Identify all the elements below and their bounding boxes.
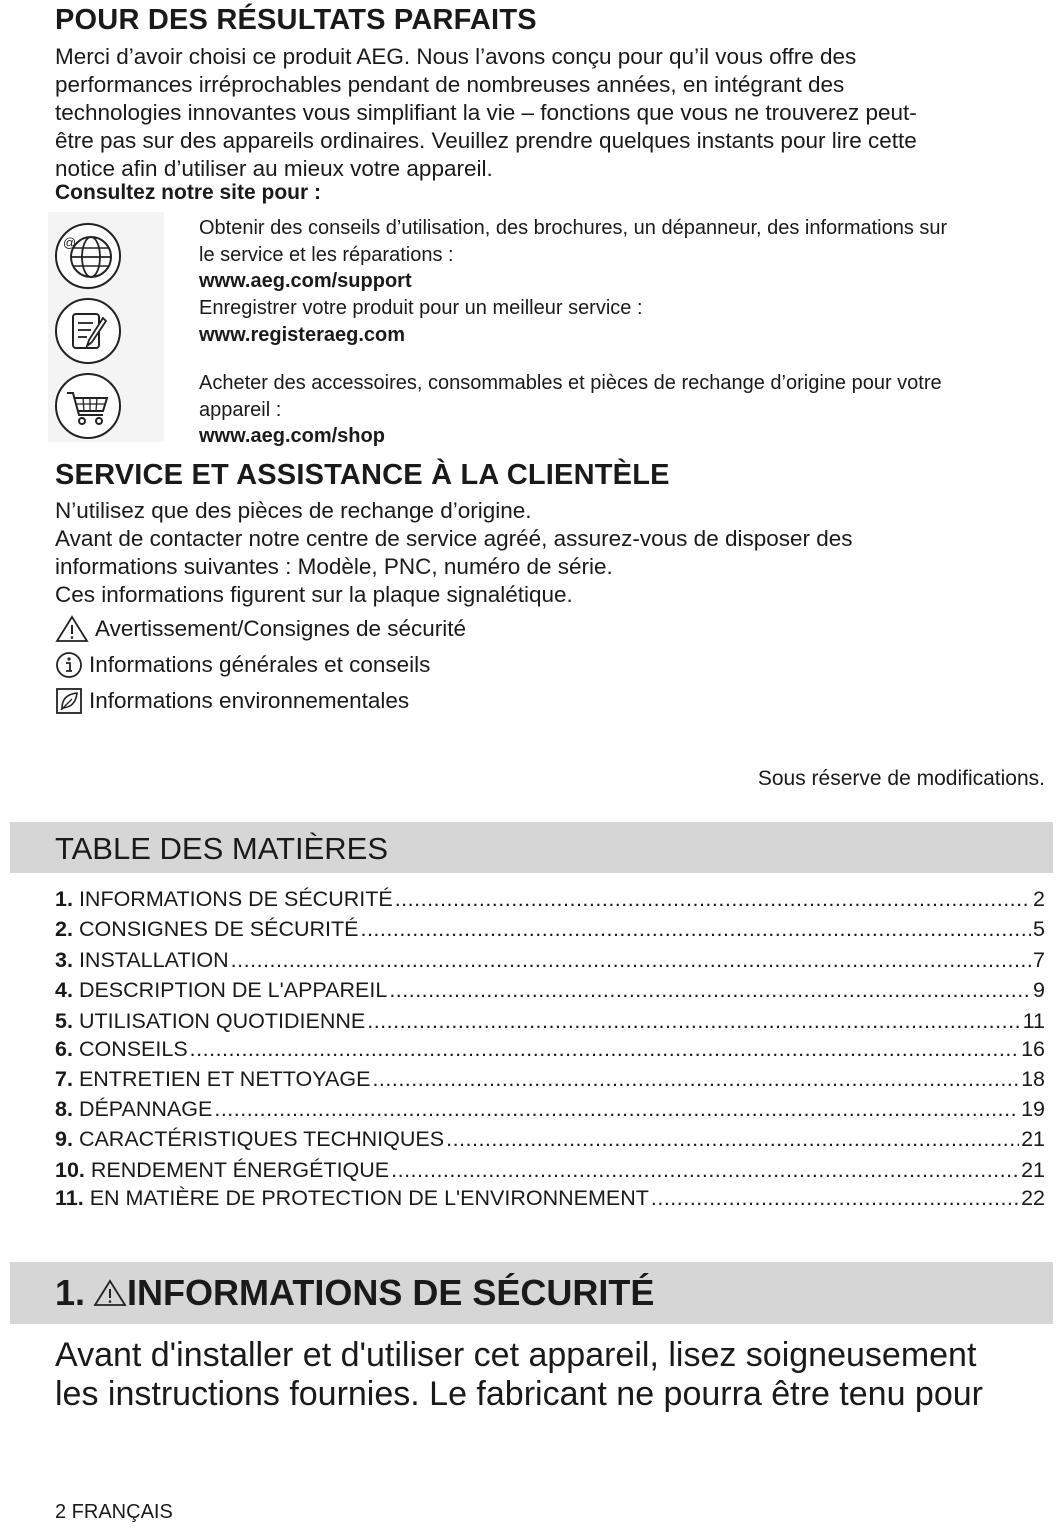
- toc-entry-number: 5.: [55, 1009, 73, 1033]
- toc-entry-title: DÉPANNAGE: [78, 1097, 213, 1121]
- toc-entry-page: 11: [1022, 1009, 1045, 1033]
- symbol-label: Informations générales et conseils: [89, 652, 431, 677]
- toc-leader-dots: [389, 978, 1031, 1003]
- toc-entry-title: INFORMATIONS DE SÉCURITÉ: [78, 887, 393, 911]
- toc-entry-title: INSTALLATION: [78, 948, 229, 972]
- toc-entry[interactable]: [55, 1037, 1045, 1065]
- symbol-label: Avertissement/Consignes de sécurité: [95, 616, 467, 641]
- reserve-note: Sous réserve de modifications.: [757, 767, 1045, 790]
- toc-entry-page: 5: [1033, 917, 1045, 941]
- toc-entry-page: 9: [1033, 978, 1045, 1002]
- toc-entry-number: 3.: [55, 948, 73, 972]
- register-form-icon: [53, 296, 123, 366]
- site-item-support: [199, 215, 1039, 295]
- symbol-environment: [55, 687, 409, 715]
- site-item-shop: [199, 370, 1039, 450]
- environment-icon: [55, 687, 83, 715]
- toc-entry[interactable]: [55, 1158, 1045, 1186]
- toc-entry-title: CARACTÉRISTIQUES TECHNIQUES: [78, 1127, 445, 1151]
- intro-line: technologies innovantes vous simplifiant la vie – fonctions que vous ne trouverez peut-: [55, 100, 917, 125]
- intro-heading: POUR DES RÉSULTATS PARFAITS: [55, 4, 537, 36]
- toc-entry[interactable]: [55, 1186, 1045, 1214]
- toc-entry-page: 22: [1021, 1186, 1045, 1210]
- toc-entry-number: 8.: [55, 1097, 73, 1121]
- toc-entry[interactable]: [55, 948, 1045, 976]
- toc-leader-dots: [214, 1097, 1019, 1122]
- site-item-register: [199, 295, 1039, 348]
- toc-leader-dots: [395, 887, 1031, 912]
- toc-entry-page: 18: [1021, 1067, 1045, 1091]
- toc-entry-number: 7.: [55, 1067, 73, 1091]
- toc-leader-dots: [372, 1067, 1019, 1092]
- symbol-label: Informations environnementales: [89, 688, 410, 713]
- toc-entry-number: 2.: [55, 917, 73, 941]
- toc-entry-number: 9.: [55, 1127, 73, 1151]
- section1-number: 1.: [55, 1272, 86, 1313]
- warning-icon: [93, 1278, 127, 1308]
- toc-entry-title: CONSEILS: [78, 1037, 188, 1061]
- toc-entry-number: 4.: [55, 978, 73, 1002]
- svg-text:@: @: [63, 235, 77, 250]
- toc-leader-dots: [391, 1158, 1019, 1183]
- toc-entry[interactable]: [55, 978, 1045, 1006]
- toc-entry[interactable]: [55, 887, 1045, 915]
- toc-entry[interactable]: [55, 1097, 1045, 1125]
- section1-heading: [55, 1272, 654, 1314]
- section1-title: INFORMATIONS DE SÉCURITÉ: [127, 1272, 655, 1313]
- section1-header-band: [10, 1262, 1053, 1324]
- toc-leader-dots: [360, 917, 1031, 942]
- register-link[interactable]: www.registeraeg.com: [199, 323, 405, 346]
- globe-icon: [53, 221, 123, 291]
- toc-entry-page: 16: [1021, 1037, 1045, 1061]
- page-footer: 2 FRANÇAIS: [55, 1501, 173, 1523]
- site-item-line: le service et les réparations :: [199, 243, 454, 266]
- toc-entry-number: 1.: [55, 887, 73, 911]
- toc-entry-page: 19: [1021, 1097, 1045, 1121]
- toc-entry-page: 2: [1033, 887, 1045, 911]
- support-link[interactable]: www.aeg.com/support: [199, 270, 412, 292]
- service-line: N’utilisez que des pièces de rechange d’origine.: [55, 498, 532, 523]
- toc-entry[interactable]: [55, 1127, 1045, 1155]
- section1-line: les instructions fournies. Le fabricant ne pourra être tenu pour: [55, 1375, 983, 1413]
- toc-header-band: [10, 822, 1053, 873]
- toc-entry-number: 11.: [55, 1186, 84, 1210]
- site-item-line: appareil :: [199, 398, 282, 421]
- service-heading: SERVICE ET ASSISTANCE À LA CLIENTÈLE: [55, 459, 670, 491]
- toc-entry[interactable]: [55, 1009, 1045, 1037]
- intro-line: performances irréprochables pendant de nombreuses années, en intégrant des: [55, 72, 845, 97]
- site-item-line: Acheter des accessoires, consommables et pièces de rechange d’origine pour votre: [199, 372, 942, 394]
- site-item-line: Enregistrer votre produit pour un meilleur service :: [199, 297, 643, 319]
- toc-heading: TABLE DES MATIÈRES: [55, 831, 389, 866]
- intro-line: notice afin d’utiliser au mieux votre appareil.: [55, 156, 493, 181]
- toc-entry[interactable]: [55, 917, 1045, 945]
- toc-entry-page: 7: [1033, 948, 1045, 972]
- toc-entry-number: 6.: [55, 1037, 73, 1061]
- service-line: informations suivantes : Modèle, PNC, numéro de série.: [55, 554, 613, 579]
- toc-entry[interactable]: [55, 1067, 1045, 1095]
- toc-entry-page: 21: [1021, 1127, 1045, 1151]
- toc-entry-number: 10.: [55, 1158, 85, 1182]
- intro-line: Merci d’avoir choisi ce produit AEG. Nous l’avons conçu pour qu’il vous offre des: [55, 44, 857, 69]
- toc-entry-title: ENTRETIEN ET NETTOYAGE: [78, 1067, 371, 1091]
- toc-leader-dots: [231, 948, 1031, 973]
- service-line: Avant de contacter notre centre de service agréé, assurez-vous de disposer des: [55, 526, 853, 551]
- toc-entry-title: DESCRIPTION DE L'APPAREIL: [78, 978, 388, 1002]
- intro-line: être pas sur des appareils ordinaires. Veuillez prendre quelques instants pour lire cette: [55, 128, 917, 153]
- toc-entry-title: CONSIGNES DE SÉCURITÉ: [78, 917, 359, 941]
- shop-link[interactable]: www.aeg.com/shop: [199, 425, 385, 447]
- toc-leader-dots: [190, 1037, 1019, 1062]
- toc-entry-page: 21: [1021, 1158, 1045, 1182]
- toc-leader-dots: [651, 1186, 1019, 1211]
- section1-line: Avant d'installer et d'utiliser cet appareil, lisez soigneusement: [55, 1336, 977, 1374]
- shopping-cart-icon: [53, 371, 123, 441]
- toc-leader-dots: [367, 1009, 1020, 1034]
- symbol-warning: [55, 615, 466, 643]
- toc-leader-dots: [446, 1127, 1019, 1152]
- info-icon: [55, 651, 83, 679]
- service-line: Ces informations figurent sur la plaque signalétique.: [55, 582, 573, 607]
- symbol-info: [55, 651, 430, 679]
- intro-paragraph: [55, 43, 917, 183]
- warning-icon: [55, 615, 89, 643]
- visit-label: Consultez notre site pour :: [55, 181, 322, 204]
- site-item-line: Obtenir des conseils d’utilisation, des brochures, un dépanneur, des informations sur: [199, 217, 948, 239]
- toc-entry-title: RENDEMENT ÉNERGÉTIQUE: [90, 1158, 390, 1182]
- toc-entry-title: EN MATIÈRE DE PROTECTION DE L'ENVIRONNEMENT: [89, 1186, 649, 1210]
- toc-entry-title: UTILISATION QUOTIDIENNE: [78, 1009, 366, 1033]
